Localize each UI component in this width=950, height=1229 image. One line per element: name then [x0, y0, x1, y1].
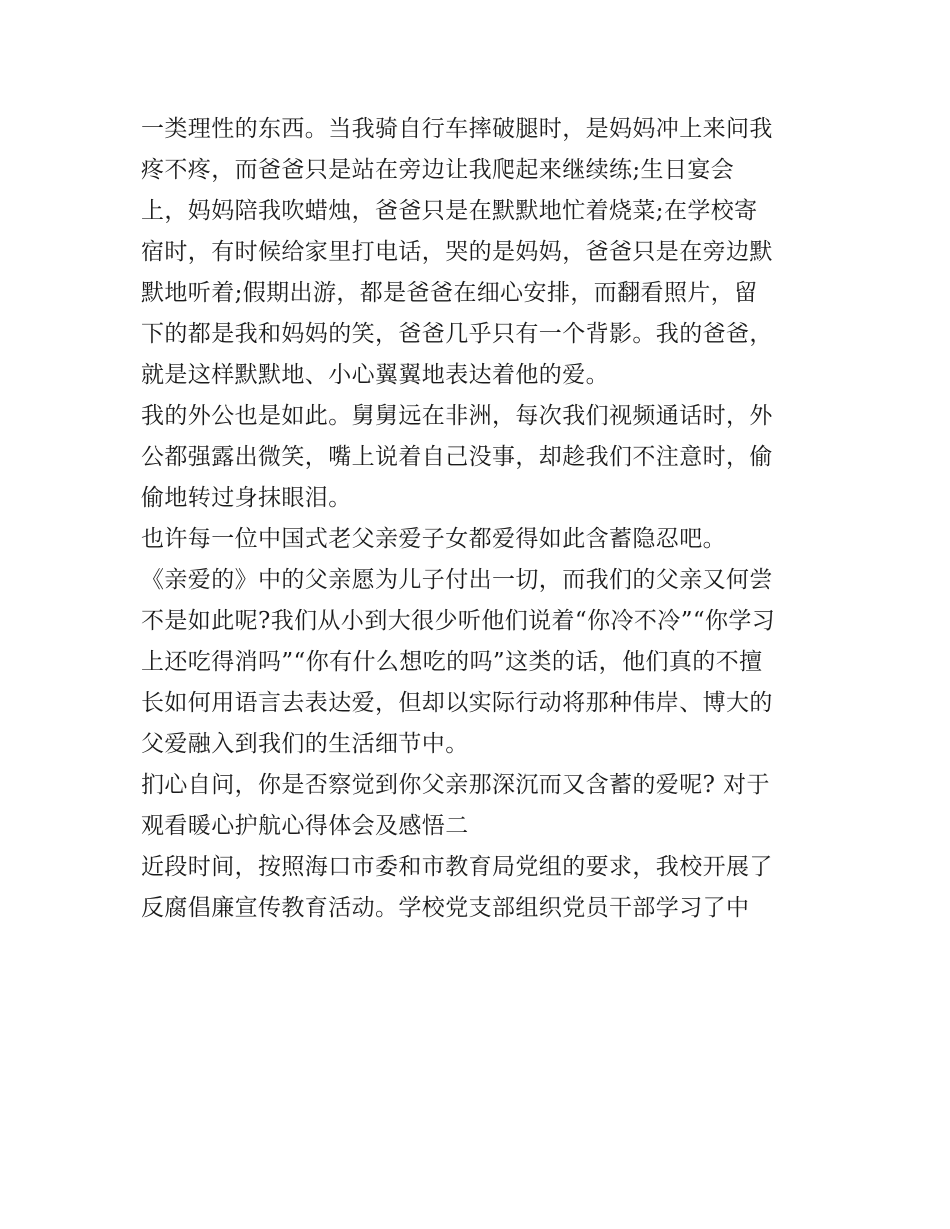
text-line: 《亲爱的》中的父亲愿为儿子付出一切，而我们的父亲又何尝 [141, 567, 773, 593]
text-line: 疼不疼，而爸爸只是站在旁边让我爬起来继续练;生日宴会 [141, 157, 735, 183]
text-line: 长如何用语言去表达爱，但却以实际行动将那种伟岸、博大的 [141, 690, 773, 716]
text-line: 也许每一位中国式老父亲爱子女都爱得如此含蓄隐忍吧。 [141, 526, 726, 552]
text-line: 近段时间，按照海口市委和市教育局党组的要求，我校开展了 [141, 854, 773, 880]
text-line: 父爱融入到我们的生活细节中。 [141, 731, 469, 757]
text-line: 公都强露出微笑，嘴上说着自己没事，却趁我们不注意时，偷 [141, 444, 773, 470]
text-line: 上，妈妈陪我吹蜡烛，爸爸只是在默默地忙着烧菜;在学校寄 [141, 198, 758, 224]
text-line: 扪心自问，你是否察觉到你父亲那深沉而又含蓄的爱呢? 对于 [141, 772, 770, 798]
text-line: 我的外公也是如此。舅舅远在非洲，每次我们视频通话时，外 [141, 403, 773, 429]
text-line: 默地听着;假期出游，都是爸爸在细心安排，而翻看照片，留 [141, 280, 758, 306]
text-line: 下的都是我和妈妈的笑，爸爸几乎只有一个背影。我的爸爸， [141, 321, 773, 347]
text-line: 不是如此呢?我们从小到大很少听他们说着“你冷不冷”“你学习 [141, 608, 776, 634]
document-body [141, 109, 821, 929]
text-line: 反腐倡廉宣传教育活动。学校党支部组织党员干部学习了中 [141, 895, 750, 921]
text-line: 偷地转过身抹眼泪。 [141, 485, 352, 511]
text-line: 宿时，有时候给家里打电话，哭的是妈妈，爸爸只是在旁边默 [141, 239, 773, 265]
text-line: 一类理性的东西。当我骑自行车摔破腿时，是妈妈冲上来问我 [141, 116, 773, 142]
text-line: 上还吃得消吗”“你有什么想吃的吗”这类的话，他们真的不擅 [141, 649, 763, 675]
text-line: 就是这样默默地、小心翼翼地表达着他的爱。 [141, 362, 609, 388]
section-heading: 观看暖心护航心得体会及感悟二 [141, 813, 469, 839]
